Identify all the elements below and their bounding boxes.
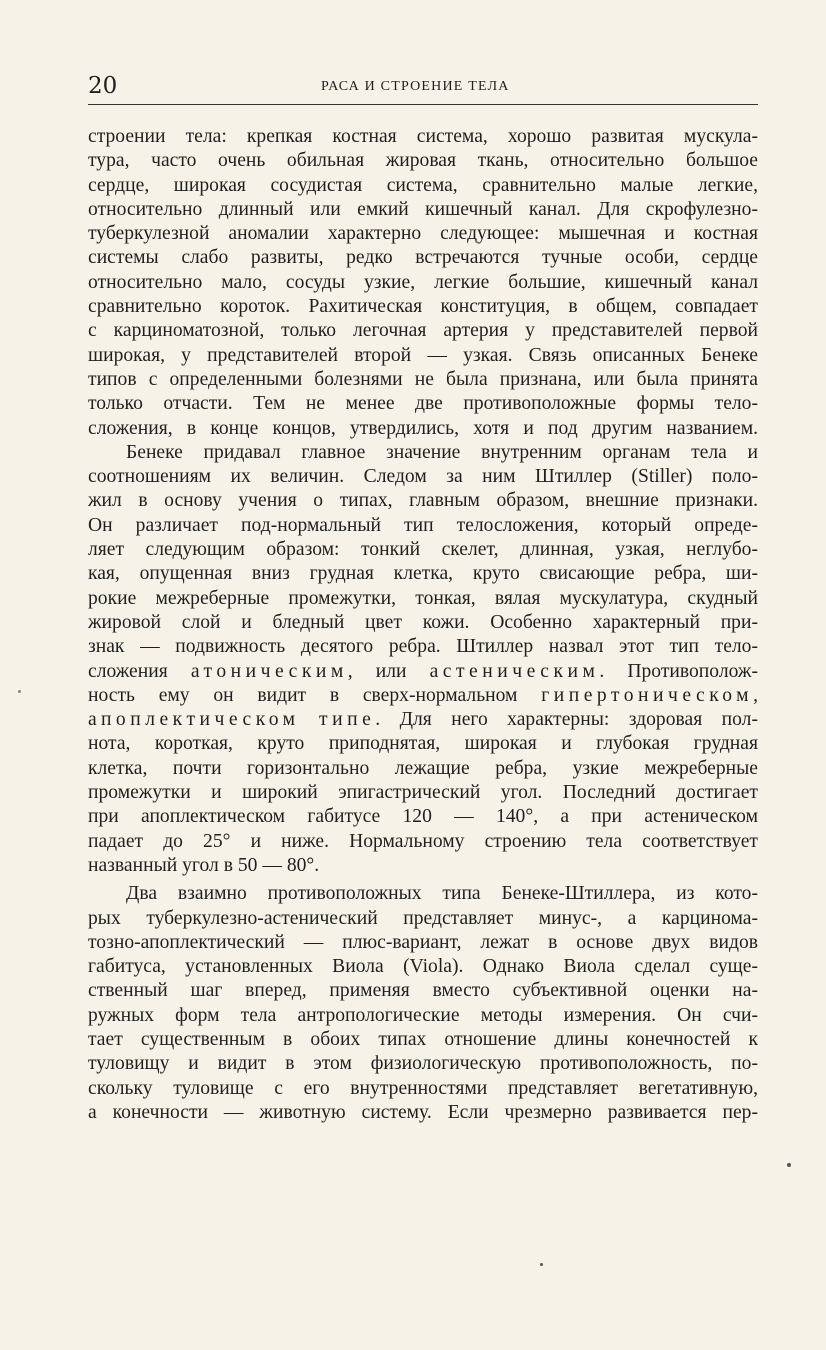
text-line: относительно длинный или емкий кишечный канал. Для скрофулезно-: [88, 198, 758, 220]
text-line: нота, короткая, круто приподнятая, широкая и глубокая грудная: [88, 733, 758, 755]
text-line: при апоплектическом габитусе 120 — 140°, а при астеническом: [88, 806, 758, 828]
text-line: тает существенным в обоих типах отношение длины конечностей к: [88, 1028, 758, 1050]
paragraph-3: [88, 882, 758, 1125]
text-line: сложения, в конце концов, утвердились, хотя и под другим названием.: [88, 417, 758, 439]
text-line: падает до 25° и ниже. Нормальному строению тела соответствует: [88, 830, 758, 852]
paragraph-1: [88, 125, 758, 441]
spaced-term: астеническим: [429, 660, 600, 682]
text-line: строении тела: крепкая костная система, хорошо развитая мускула-: [88, 126, 758, 147]
spaced-term: гипертоническом: [541, 684, 754, 706]
text-line: Бенеке придавал главное значение внутренним органам тела и: [126, 441, 758, 463]
text-line: ственный шаг вперед, применяя вместо субъективной оценки на-: [88, 980, 758, 1002]
body-text: [88, 125, 758, 1125]
text-line: габитуса, установленных Виола (Viola). Однако Виола сделал суще-: [88, 956, 758, 978]
text-line: а конечности — животную систему. Если чрезмерно развивается пер-: [88, 1101, 758, 1123]
print-speck: [540, 1263, 543, 1266]
text-line: рокие межреберные промежутки, тонкая, вялая мускулатура, скудный: [88, 587, 758, 609]
text-fragment: . Противополож-: [599, 660, 758, 682]
text-line: рых туберкулезно-астенический представляет минус-, а карцинома-: [88, 907, 758, 929]
text-line: с карциноматозной, только легочная артерия у представителей первой: [88, 320, 758, 342]
header-rule: [88, 104, 758, 105]
text-fragment: ,: [753, 684, 758, 706]
text-line-with-terms: [88, 684, 758, 708]
text-line: широкая, у представителей второй — узкая. Связь описанных Бенеке: [88, 344, 758, 366]
text-line: тозно-апоплектический — плюс-вариант, лежат в основе двух видов: [88, 931, 758, 953]
text-line: знак — подвижность десятого ребра. Штиллер назвал этот тип тело-: [88, 636, 758, 658]
text-line: сердце, широкая сосудистая система, сравнительно малые легкие,: [88, 174, 758, 196]
text-line: Он различает под-нормальный тип телосложения, который опреде-: [88, 514, 758, 536]
text-line: туловищу и видит в этом физиологическую противоположность, по-: [88, 1053, 758, 1075]
text-fragment: . Для него характерны: здоровая пол-: [375, 709, 758, 731]
page-header: [88, 72, 758, 104]
page-number: 20: [88, 73, 118, 99]
paragraph-2: [88, 441, 758, 878]
text-line-with-terms: [88, 660, 758, 684]
text-line: названный угол в 50 — 80°.: [88, 854, 320, 876]
spaced-term: атоническим: [190, 660, 348, 682]
text-line: ляет следующим образом: тонкий скелет, длинная, узкая, неглубо-: [88, 539, 758, 561]
text-line: относительно мало, сосуды узкие, легкие большие, кишечный канал: [88, 271, 758, 293]
text-line: соотношениям их величин. Следом за ним Штиллер (Stiller) поло-: [88, 466, 758, 488]
text-line: туберкулезной аномалии характерно следующее: мышечная и костная: [88, 223, 758, 245]
text-line: тура, часто очень обильная жировая ткань, относительно большое: [88, 150, 758, 172]
text-line: скольку туловище с его внутренностями представляет вегетативную,: [88, 1077, 758, 1099]
text-line: жировой слой и бледный цвет кожи. Особенно характерный при-: [88, 611, 758, 633]
print-speck: [18, 690, 21, 693]
print-speck: [787, 1163, 791, 1167]
text-line: кая, опущенная вниз грудная клетка, круто свисающие ребра, ши-: [88, 563, 758, 585]
running-title: РАСА И СТРОЕНИЕ ТЕЛА: [321, 79, 510, 94]
text-line: клетка, почти горизонтально лежащие ребра, узкие межреберные: [88, 757, 758, 779]
text-line: сравнительно короток. Рахитическая конституция, в общем, совпадает: [88, 296, 758, 318]
text-line: системы слабо развиты, редко встречаются тучные особи, сердце: [88, 247, 758, 269]
text-fragment: ность ему он видит в сверх-нормальном: [88, 684, 542, 706]
text-line: только отчасти. Тем не менее две противоположные формы тело-: [88, 393, 758, 415]
text-line: типов с определенными болезнями не была признана, или была принята: [88, 368, 758, 390]
text-line: промежутки и широкий эпигастрический угол. Последний достигает: [88, 782, 758, 804]
text-fragment: сложения: [88, 660, 191, 682]
text-line-with-terms: [88, 708, 758, 732]
text-fragment: [300, 709, 319, 730]
spaced-term: типе: [319, 709, 376, 731]
text-line: ружных форм тела антропологические методы измерения. Он счи-: [88, 1004, 758, 1026]
text-fragment: , или: [347, 660, 430, 682]
spaced-term: апоплектическом: [88, 709, 300, 731]
text-line: Два взаимно противоположных типа Бенеке-Штиллера, из кото-: [126, 883, 758, 905]
text-line: жил в основу учения о типах, главным образом, внешние признаки.: [88, 490, 758, 512]
